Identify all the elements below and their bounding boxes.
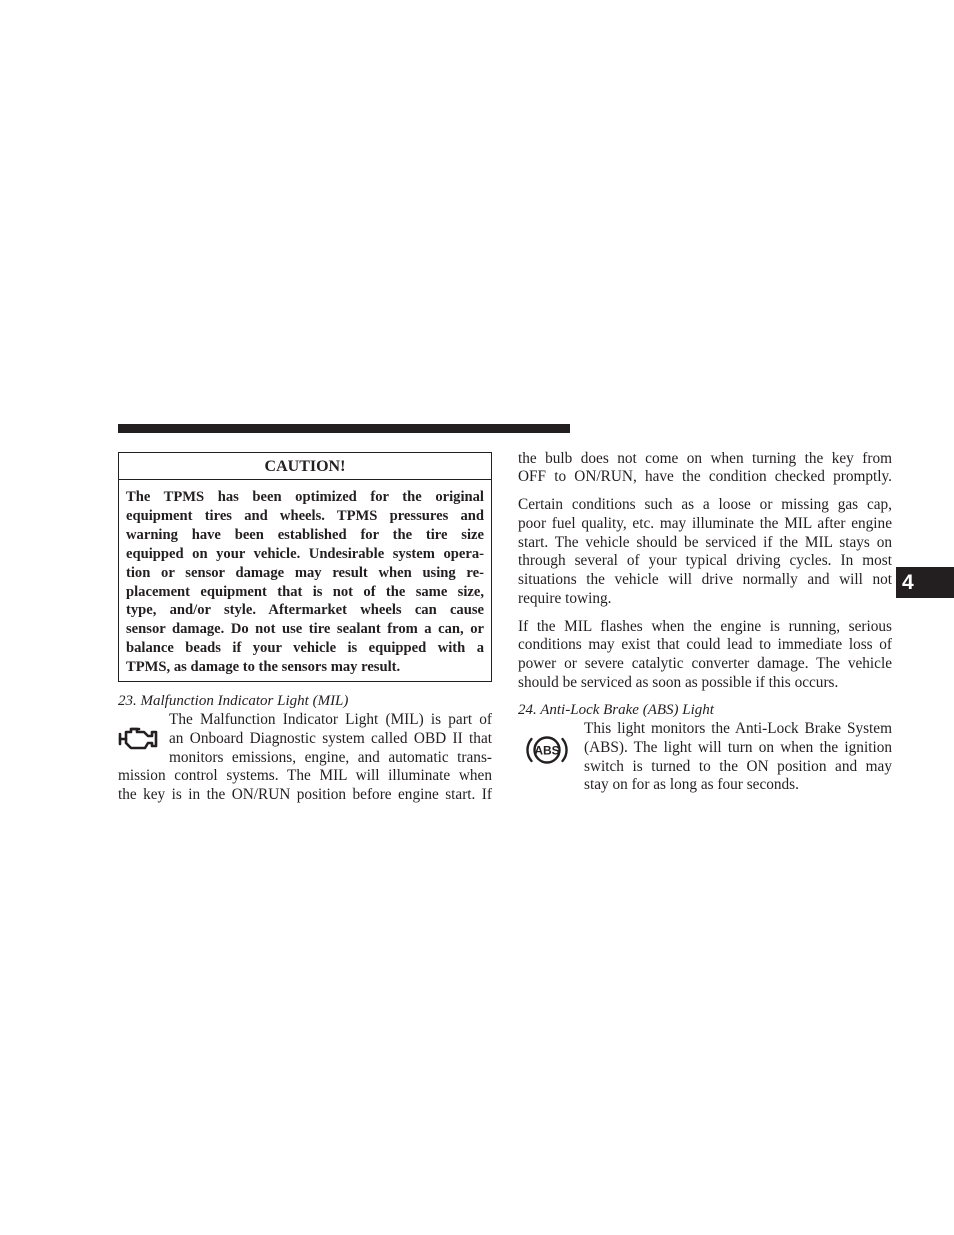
body-text-line: should be serviced as soon as possible if this occurs. xyxy=(518,674,839,691)
caution-line: sensor damage. Do not use tire sealant from a can, or xyxy=(126,621,484,638)
abs-heading: 24. Anti-Lock Brake (ABS) Light xyxy=(518,702,714,718)
mil-heading: 23. Malfunction Indicator Light (MIL) xyxy=(118,693,349,709)
mil-text-line: The Malfunction Indicator Light (MIL) is part of xyxy=(169,711,492,728)
check-engine-icon xyxy=(117,724,163,752)
caution-text xyxy=(119,480,491,677)
body-text-line: situations the vehicle will drive normally and will not xyxy=(518,571,892,588)
mil-text-line: mission control systems. The MIL will illuminate when xyxy=(118,767,492,784)
caution-box xyxy=(118,452,492,682)
section-top-rule xyxy=(118,424,570,433)
caution-line: The TPMS has been optimized for the original xyxy=(126,489,484,505)
caution-line: tion or sensor damage may result when using re- xyxy=(126,564,484,581)
abs-icon xyxy=(525,732,569,768)
body-text-line: poor fuel quality, etc. may illuminate the MIL after engine xyxy=(518,515,892,532)
body-text-line: Certain conditions such as a loose or missing gas cap, xyxy=(518,496,892,513)
mil-text-line: an Onboard Diagnostic system called OBD II that xyxy=(169,730,492,747)
mil-text-line: monitors emissions, engine, and automatic trans- xyxy=(169,749,492,766)
abs-text-line: (ABS). The light will turn on when the ignition xyxy=(584,739,892,756)
caution-line: equipped on your vehicle. Undesirable system opera- xyxy=(126,545,484,562)
abs-text-line: stay on for as long as four seconds. xyxy=(584,776,799,793)
caution-line: equipment tires and wheels. TPMS pressures and xyxy=(126,507,484,524)
abs-text-line: This light monitors the Anti-Lock Brake System xyxy=(584,720,892,737)
body-text-line: power or severe catalytic converter damage. The vehicle xyxy=(518,655,892,672)
abs-text-line: switch is turned to the ON position and may xyxy=(584,758,892,775)
chapter-tab: 4 xyxy=(896,567,954,598)
caution-title: CAUTION! xyxy=(119,453,491,480)
abs-icon-label: ABS xyxy=(534,743,560,758)
body-text-line: start. The vehicle should be serviced if the MIL stays on xyxy=(518,534,892,551)
body-text-line: conditions may exist that could lead to immediate loss of xyxy=(518,636,892,653)
caution-line: warning have been established for the tire size xyxy=(126,526,484,543)
body-text-line: If the MIL flashes when the engine is running, serious xyxy=(518,618,892,635)
caution-line: type, and/or style. Aftermarket wheels can cause xyxy=(126,602,484,619)
mil-text-line: the key is in the ON/RUN position before engine start. If xyxy=(118,786,492,803)
body-text-line: OFF to ON/RUN, have the condition checked promptly. xyxy=(518,468,892,485)
caution-line: placement equipment that is not of the same size, xyxy=(126,583,484,600)
body-text-line: the bulb does not come on when turning the key from xyxy=(518,450,892,467)
body-text-line: require towing. xyxy=(518,590,612,607)
body-text-line: through several of your typical driving cycles. In most xyxy=(518,552,892,569)
caution-line: balance beads if your vehicle is equipped with a xyxy=(126,640,484,657)
caution-line: TPMS, as damage to the sensors may result. xyxy=(126,659,401,676)
